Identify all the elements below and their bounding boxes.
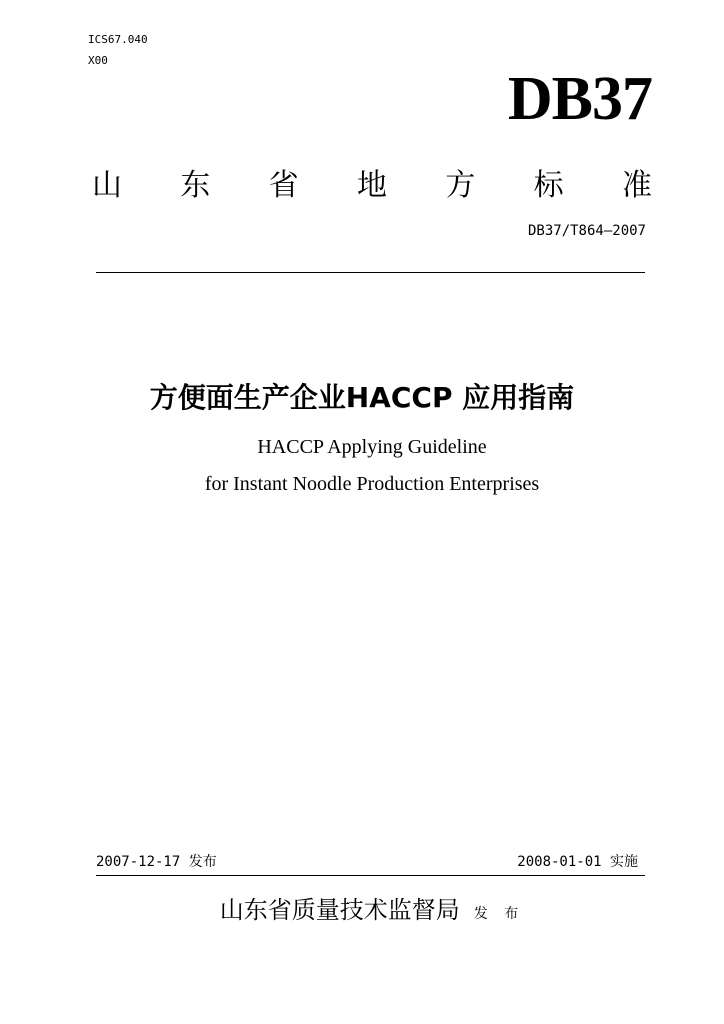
header-divider	[96, 272, 645, 273]
issue-date: 2007-12-17 发布	[96, 854, 217, 870]
document-title-chinese: 方便面生产企业HACCP 应用指南	[149, 381, 575, 414]
document-title-english-line1: HACCP Applying Guideline	[257, 436, 487, 458]
ccs-code: X00	[88, 54, 108, 67]
ics-code: ICS67.040	[88, 33, 148, 46]
standard-type-heading	[92, 166, 652, 206]
issuer-action: 发 布	[473, 906, 525, 922]
standard-number: DB37/T864—2007	[527, 223, 646, 239]
standard-type-char: 地	[356, 168, 387, 203]
standard-mark: DB37	[507, 65, 652, 133]
standard-type-char: 方	[445, 168, 476, 203]
standard-type-char: 省	[268, 168, 299, 203]
issuer-name: 山东省质量技术监督局	[219, 896, 460, 924]
standard-type-char: 山	[92, 168, 122, 203]
standard-type-char: 准	[621, 168, 652, 203]
document-title-english-line2: for Instant Noodle Production Enterprises	[204, 473, 540, 495]
issuer-line	[0, 894, 724, 930]
standard-type-char: 标	[533, 168, 564, 203]
footer-divider	[96, 875, 645, 876]
standard-type-char: 东	[180, 168, 211, 203]
implementation-date: 2008-01-01 实施	[517, 854, 638, 870]
